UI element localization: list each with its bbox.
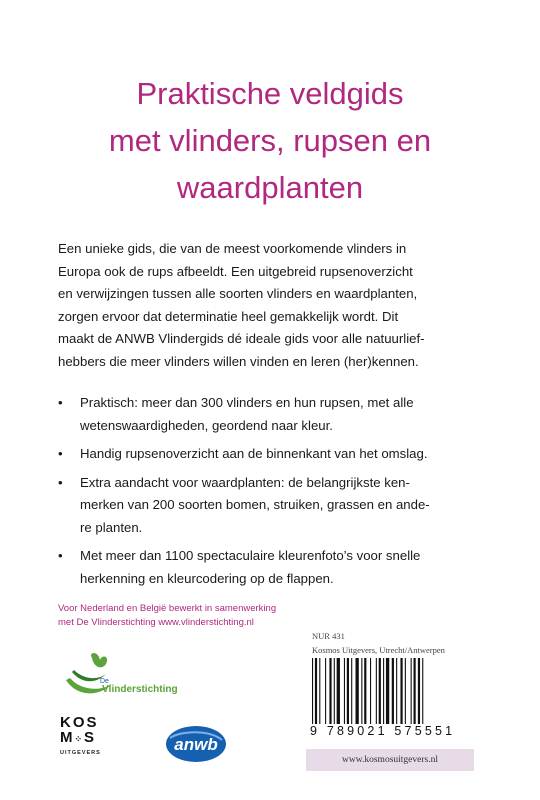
barcode-bar bbox=[315, 658, 317, 724]
barcode-bar bbox=[329, 658, 331, 724]
intro-line: Europa ook de rups afbeeldt. Een uitgebreid rupsenoverzicht bbox=[58, 263, 413, 279]
bullet-symbol: • bbox=[58, 474, 63, 490]
barcode-bar bbox=[396, 658, 397, 724]
bullet-symbol: • bbox=[58, 548, 63, 563]
list-item bbox=[58, 545, 498, 590]
barcode-bar bbox=[337, 658, 340, 724]
barcode-bar bbox=[379, 658, 381, 724]
bullet-line: re planten. bbox=[80, 519, 143, 535]
credit-line: Voor Nederland en België bewerkt in samenwerking bbox=[58, 603, 277, 614]
bullet-line: herkenning en kleurcodering op de flappen. bbox=[80, 570, 334, 586]
barcode-bar bbox=[319, 658, 320, 724]
barcode-bar bbox=[383, 658, 384, 724]
title-line: waardplanten bbox=[176, 170, 364, 205]
barcode-bar bbox=[356, 658, 359, 724]
bullet-line: merken van 200 soorten bomen, struiken, grassen en ande- bbox=[80, 497, 430, 512]
kosmos-sub: UITGEVERS bbox=[60, 750, 101, 756]
credit-line: met De Vlinderstichting www.vlinderstichting.nl bbox=[58, 617, 254, 628]
barcode-bar bbox=[344, 658, 345, 724]
anwb-logo bbox=[160, 718, 232, 766]
kosmos-dots-icon: ⁘ bbox=[74, 734, 85, 744]
intro-line: zorgen ervoor dat determinatie heel gemakkelijk wordt. Dit bbox=[58, 308, 399, 324]
intro-line: hebbers die meer vlinders willen vinden en leren (her)kennen. bbox=[58, 353, 419, 369]
list-item bbox=[58, 443, 498, 466]
barcode-bar bbox=[351, 658, 352, 724]
barcode-bar bbox=[422, 658, 423, 724]
intro-line: Een unieke gids, die van de meest voorkomende vlinders in bbox=[58, 241, 407, 256]
bullet-line: Handig rupsenoverzicht aan de binnenkant van het omslag. bbox=[80, 446, 428, 461]
barcode-bar bbox=[361, 658, 362, 724]
vlinderstichting-name: Vlinderstichting bbox=[102, 684, 178, 695]
barcode-bar bbox=[376, 658, 377, 724]
barcode-bar bbox=[334, 658, 335, 724]
kosmos-top: KOS bbox=[60, 714, 99, 731]
intro-line: en verwijzingen tussen alle soorten vlinders en waardplanten, bbox=[58, 286, 418, 301]
collaboration-credit bbox=[58, 602, 276, 630]
bullet-line: Met meer dan 1100 spectaculaire kleurenfoto’s voor snelle bbox=[80, 548, 421, 563]
barcode-bar bbox=[347, 658, 349, 724]
bullet-symbol: • bbox=[58, 446, 63, 461]
publisher-line: Kosmos Uitgevers, Utrecht/Antwerpen bbox=[312, 645, 445, 655]
kosmos-bottom: M⁘S bbox=[60, 729, 97, 746]
intro-line: maakt de ANWB Vlindergids dé ideale gids voor alle natuurlief- bbox=[58, 331, 425, 346]
cover-title bbox=[60, 70, 480, 211]
barcode-bar bbox=[386, 658, 389, 724]
kosmos-logo bbox=[60, 715, 108, 775]
barcode-bar bbox=[414, 658, 416, 724]
barcode-bar bbox=[405, 658, 406, 724]
title-line: met vlinders, rupsen en bbox=[108, 123, 432, 158]
bullet-line: Praktisch: meer dan 300 vlinders en hun rupsen, met alle bbox=[80, 395, 414, 410]
list-item bbox=[58, 472, 498, 540]
barcode-bar bbox=[392, 658, 394, 724]
publisher-website: www.kosmosuitgevers.nl bbox=[306, 749, 474, 771]
isbn-number: 9 789021 575551 bbox=[310, 724, 456, 738]
barcode-bar bbox=[312, 658, 313, 724]
butterfly-icon bbox=[91, 653, 107, 667]
vlinderstichting-prefix: De bbox=[100, 678, 109, 685]
bullet-symbol: • bbox=[58, 395, 63, 410]
vlinderstichting-logo bbox=[62, 650, 212, 700]
barcode-bar bbox=[325, 658, 326, 724]
isbn-barcode bbox=[310, 658, 465, 726]
nur-code: NUR 431 bbox=[312, 631, 345, 641]
publication-info bbox=[312, 629, 445, 657]
bullet-line: Extra aandacht voor waardplanten: de belangrijkste ken- bbox=[80, 474, 410, 490]
bullet-line: wetenswaardigheden, geordend naar kleur. bbox=[80, 417, 333, 433]
title-line: Praktische veldgids bbox=[136, 76, 404, 111]
barcode-bar bbox=[400, 658, 402, 724]
feature-list bbox=[58, 392, 498, 596]
list-item bbox=[58, 392, 498, 437]
barcode-bar bbox=[411, 658, 412, 724]
intro-paragraph bbox=[58, 238, 498, 373]
barcode-bar bbox=[364, 658, 366, 724]
barcode-bar bbox=[370, 658, 371, 724]
barcode-bar bbox=[418, 658, 420, 724]
anwb-text: anwb bbox=[174, 735, 218, 754]
